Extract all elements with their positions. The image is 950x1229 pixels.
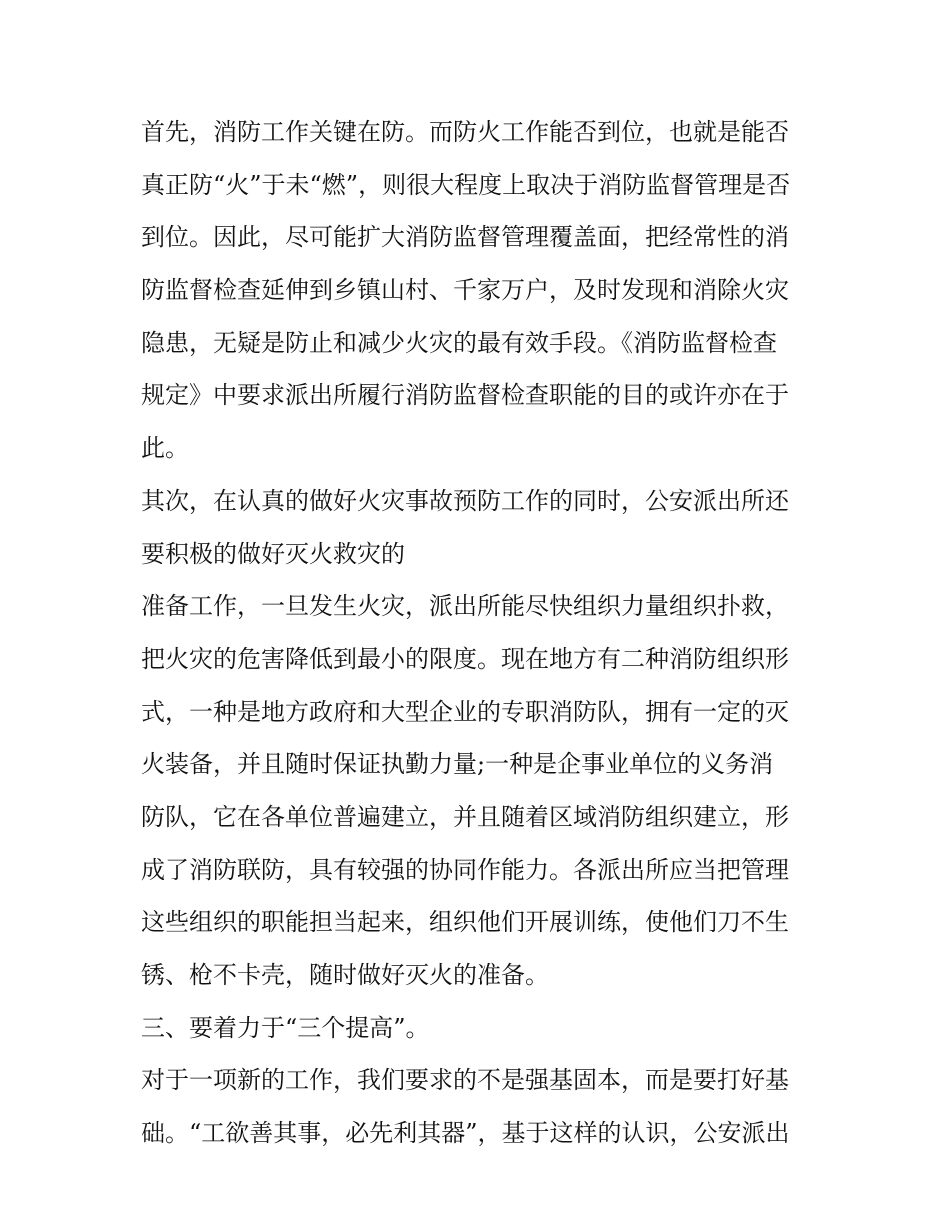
text-line: 这些组织的职能担当起来，组织他们开展训练，使他们刀不生 xyxy=(141,908,789,937)
text-line: 础。“工欲善其事，必先利其器”，基于这样的认识，公安派出 xyxy=(141,1119,790,1148)
text-line: 到位。因此，尽可能扩大消防监督管理覆盖面，把经常性的消 xyxy=(141,223,789,252)
text-line: 对于一项新的工作，我们要求的不是强基固本，而是要打好基 xyxy=(141,1066,789,1095)
text-line: 把火灾的危害降低到最小的限度。现在地方有二种消防组织形 xyxy=(141,644,789,673)
text-line: 火装备，并且随时保证执勤力量;一种是企事业单位的义务消 xyxy=(141,750,774,779)
text-line: 式，一种是地方政府和大型企业的专职消防队，拥有一定的灭 xyxy=(141,697,789,726)
text-line: 成了消防联防，具有较强的协同作能力。各派出所应当把管理 xyxy=(141,855,789,884)
text-line: 首先，消防工作关键在防。而防火工作能否到位，也就是能否 xyxy=(141,118,789,146)
text-line: 锈、枪不卡壳，随时做好灭火的准备。 xyxy=(141,961,549,989)
text-line: 准备工作，一旦发生火灾，派出所能尽快组织力量组织扑救， xyxy=(141,592,789,621)
text-line: 隐患，无疑是防止和减少火灾的最有效手段。《消防监督检查 xyxy=(141,328,777,357)
document-body xyxy=(141,106,813,1160)
text-line: 此。 xyxy=(141,434,189,463)
text-line: 真正防“火”于未“燃”，则很大程度上取决于消防监督管理是否 xyxy=(141,170,791,199)
text-line: 规定》中要求派出所履行消防监督检查职能的目的或许亦在于 xyxy=(141,381,789,410)
section-heading: 三、要着力于“三个提高”。 xyxy=(141,1013,430,1042)
text-line: 其次，在认真的做好火灾事故预防工作的同时，公安派出所还 xyxy=(141,486,789,515)
text-line: 防队，它在各单位普遍建立，并且随着区域消防组织建立，形 xyxy=(141,802,789,831)
text-line: 要积极的做好灭火救灾的 xyxy=(141,539,405,568)
text-line: 防监督检查延伸到乡镇山村、千家万户，及时发现和消除火灾 xyxy=(141,276,789,305)
